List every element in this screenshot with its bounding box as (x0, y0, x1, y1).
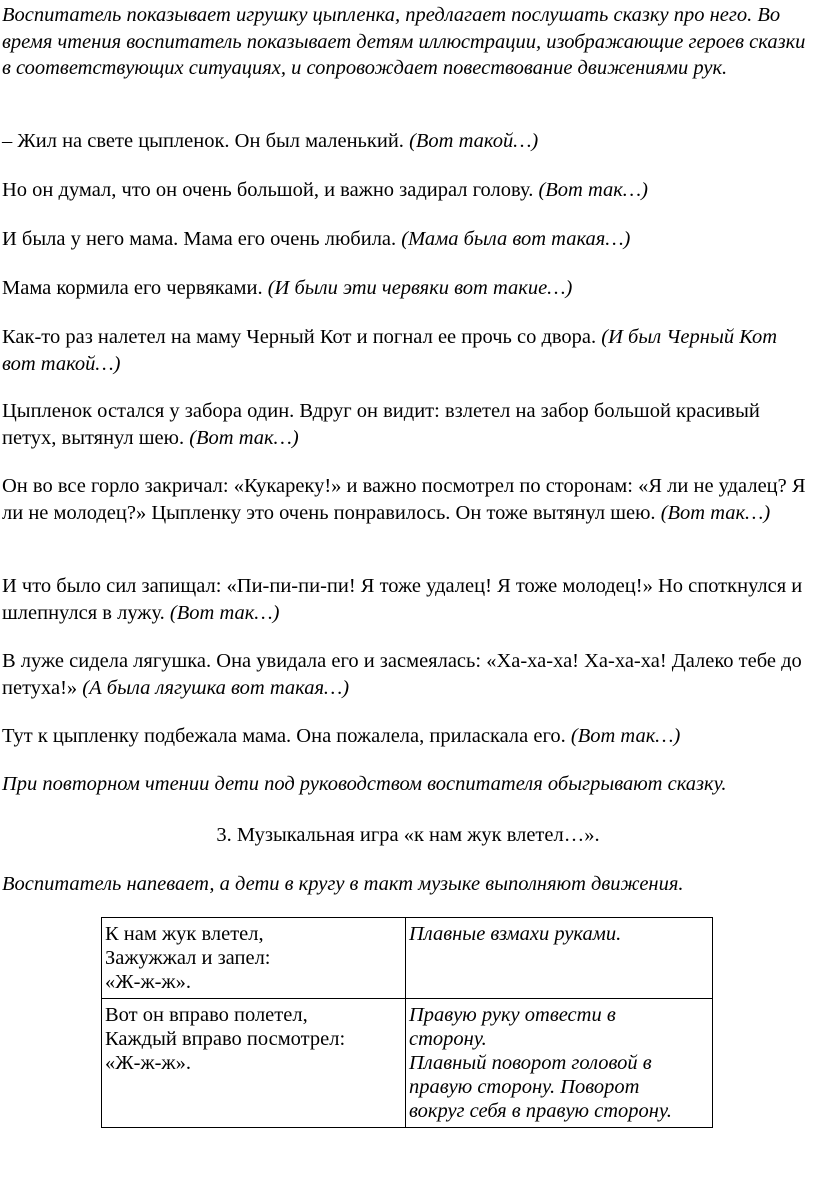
song-words-cell (102, 918, 406, 999)
movement-line: вокруг себя в правую сторону. (409, 1100, 672, 1122)
song-table (101, 917, 713, 1128)
story-text: – Жил на свете цыпленок. Он был маленький. (2, 130, 410, 152)
section-title: 3. Музыкальная игра «к нам жук влетел…». (216, 824, 600, 846)
story-paragraph (2, 128, 814, 155)
story-paragraph (2, 275, 814, 302)
movement-line: Плавный поворот головой в (409, 1052, 652, 1074)
story-text: Как-то раз налетел на маму Черный Кот и погнал ее прочь со двора. (2, 326, 602, 348)
gesture-note: (Мама была вот такая…) (401, 228, 631, 250)
story-text: И что было сил запищал: «Пи-пи-пи-пи! Я тоже удалец! Я тоже молодец!» Но споткнулся и шлепнулся в лужу. (2, 575, 803, 624)
story-paragraph (2, 177, 814, 204)
movement-line: правую сторону. Поворот (409, 1076, 640, 1098)
story-text: Цыпленок остался у забора один. Вдруг он видит: взлетел на забор большой красивый петух, вытянул шею. (2, 400, 760, 449)
gesture-note: (Вот так…) (570, 725, 681, 747)
table-row (102, 999, 713, 1128)
gesture-note: (Вот так…) (169, 601, 280, 624)
song-line: К нам жук влетел, (105, 923, 264, 945)
story-paragraph (2, 398, 814, 451)
story-text: В луже сидела лягушка. Она увидала его и засмеялась: «Ха-ха-ха! Ха-ха-ха! Далеко тебе до петуха!» (2, 650, 802, 699)
story-paragraph (2, 324, 814, 377)
game-note: Воспитатель напевает, а дети в кругу в такт музыке выполняют движения. (2, 873, 684, 895)
gesture-note: (И был Черный Кот вот такой…) (2, 326, 778, 375)
story-text: Но он думал, что он очень большой, и важно задирал голову. (2, 179, 539, 201)
story-text: И была у него мама. Мама его очень любила. (2, 228, 402, 250)
table-row (102, 918, 713, 999)
intro-instruction: Воспитатель показывает игрушку цыпленка, предлагает послушать сказку про него. Во время чтения воспитатель показывает детям иллюстрации, изображающие героев сказки в соответствующих ситуациях, и сопровождает повествование движениями рук. (2, 4, 806, 79)
story-text: Мама кормила его червяками. (2, 277, 268, 299)
gesture-note: (А была лягушка вот такая…) (82, 676, 350, 699)
movement-line: Плавные взмахи руками. (409, 923, 622, 945)
story-paragraph (2, 648, 814, 701)
story-paragraph (2, 573, 814, 626)
story-paragraph (2, 226, 814, 253)
gesture-note: (Вот такой…) (409, 130, 539, 152)
song-line: «Ж-ж-ж». (105, 971, 191, 993)
gesture-note: (Вот так…) (660, 501, 771, 524)
repeat-note: При повторном чтении дети под руководством воспитателя обыгрывают сказку. (2, 773, 727, 795)
gesture-note: (И были эти червяки вот такие…) (267, 277, 573, 299)
gesture-note: (Вот так…) (538, 179, 648, 201)
song-words-cell (102, 999, 406, 1128)
story-text: Тут к цыпленку подбежала мама. Она пожалела, приласкала его. (2, 725, 571, 747)
movement-cell (406, 999, 713, 1128)
movement-line: сторону. (409, 1028, 487, 1050)
story-paragraph (2, 473, 814, 526)
story-paragraph (2, 723, 814, 750)
song-line: Каждый вправо посмотрел: (105, 1028, 346, 1050)
gesture-note: (Вот так…) (189, 426, 299, 449)
song-line: «Ж-ж-ж». (105, 1052, 191, 1074)
song-line: Вот он вправо полетел, (105, 1004, 308, 1026)
story-text: Он во все горло закричал: «Кукареку!» и важно посмотрел по сторонам: «Я ли не удалец? Я ли не молодец?» Цыпленку это очень понравилось. Он тоже вытянул шею. (2, 475, 806, 524)
song-line: Зажужжал и запел: (105, 947, 271, 969)
movement-line: Правую руку отвести в (409, 1004, 616, 1026)
movement-cell (406, 918, 713, 999)
